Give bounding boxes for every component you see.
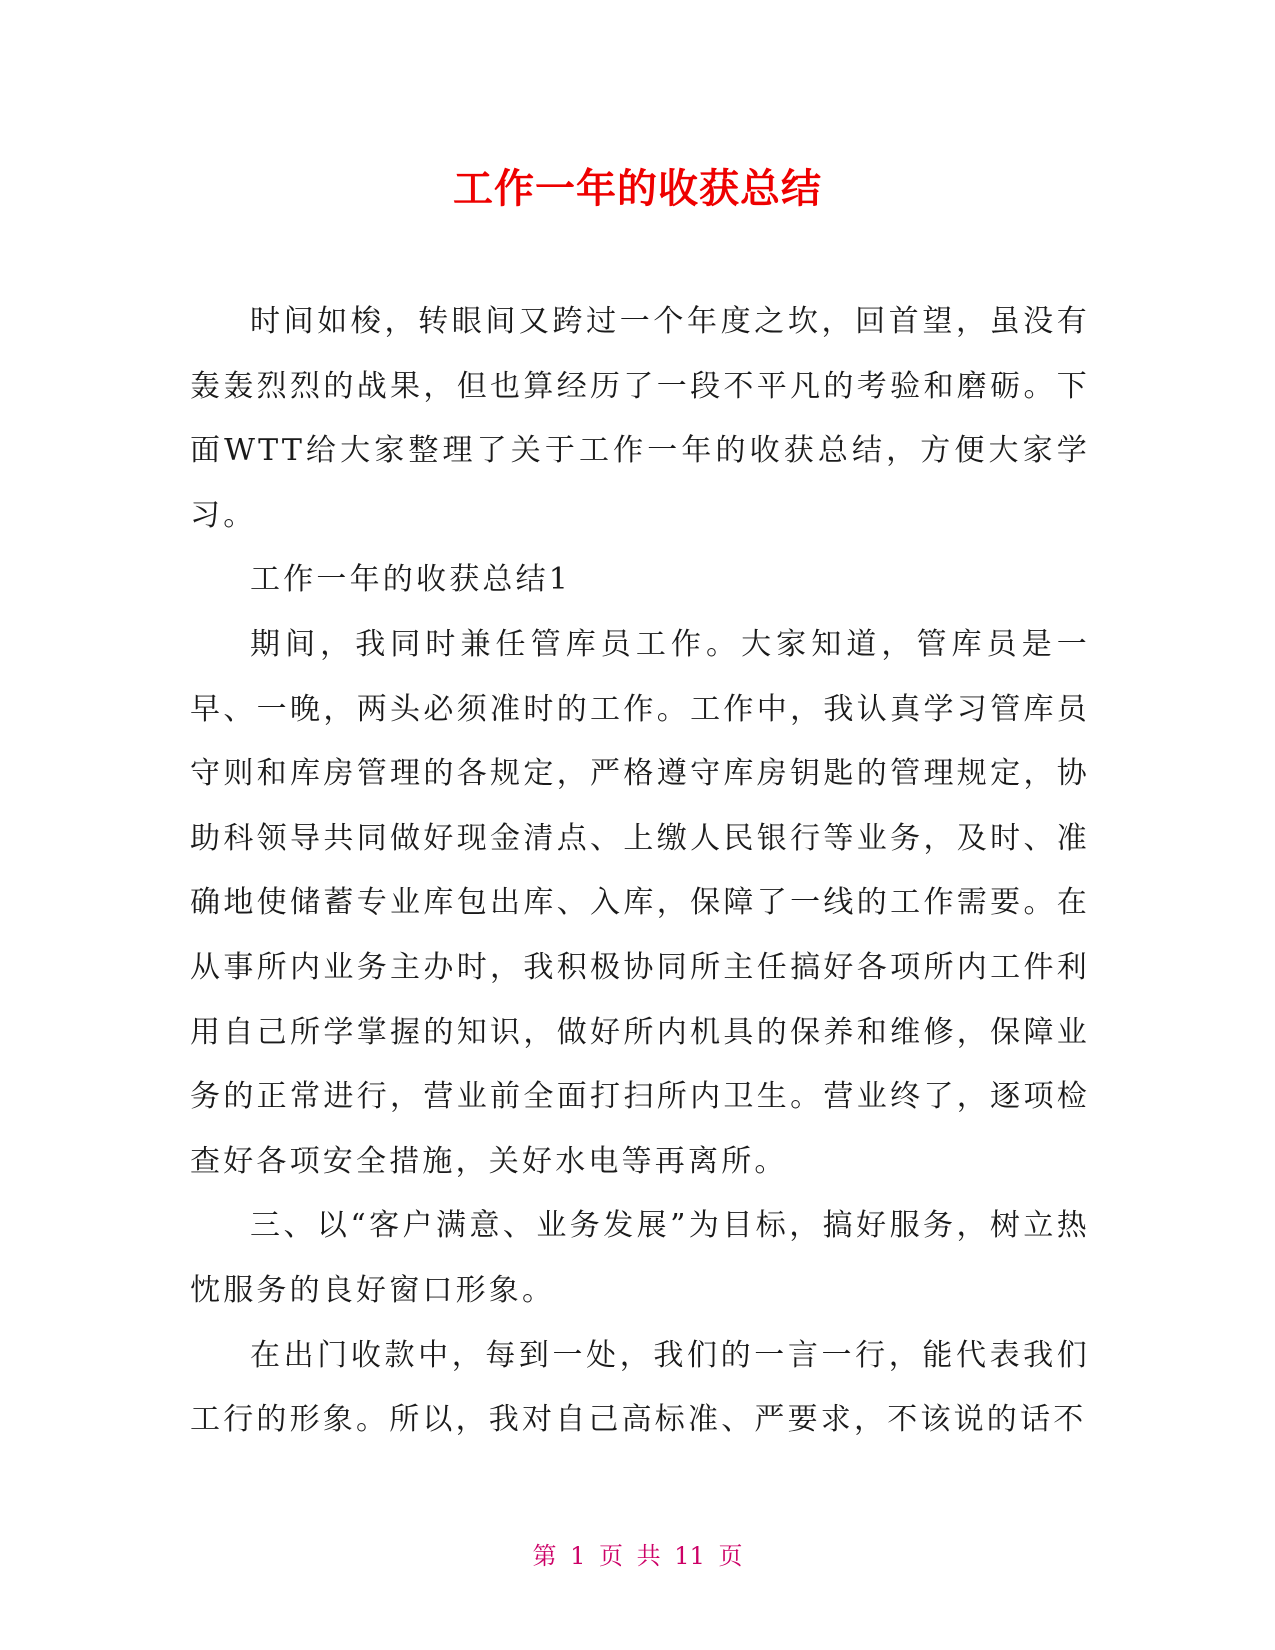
paragraph-intro: 时间如梭，转眼间又跨过一个年度之坎，回首望，虽没有轰轰烈烈的战果，但也算经历了一段不平凡的考验和磨砺。下面WTT给大家整理了关于工作一年的收获总结，方便大家学习。 — [190, 304, 1090, 533]
page-number-footer: 第 1 页 共 11 页 — [532, 1542, 743, 1570]
paragraph-point-three: 三、以“客户满意、业务发展”为目标，搞好服务，树立热忱服务的良好窗口形象。 — [190, 1208, 1090, 1308]
document-body — [190, 290, 1090, 1453]
paragraph-storekeeper: 期间，我同时兼任管库员工作。大家知道，管库员是一早、一晚，两头必须准时的工作。工作中，我认真学习管库员守则和库房管理的各规定，严格遵守库房钥匙的管理规定，协助科领导共同做好现金清点、上缴人民银行等业务，及时、准确地使储蓄专业库包出库、入库，保障了一线的工作需要。在从事所内业务主办时，我积极协同所主任搞好各项所内工件利用自己所学掌握的知识，做好所内机具的保养和维修，保障业务的正常进行，营业前全面打扫所内卫生。营业终了，逐项检查好各项安全措施，关好水电等再离所。 — [190, 626, 1090, 1179]
document-title: 工作一年的收获总结 — [453, 166, 822, 212]
paragraph-collection: 在出门收款中，每到一处，我们的一言一行，能代表我们工行的形象。所以，我对自己高标准、严要求，不该说的话不 — [190, 1337, 1090, 1438]
paragraph-section-heading: 工作一年的收获总结1 — [250, 562, 572, 598]
